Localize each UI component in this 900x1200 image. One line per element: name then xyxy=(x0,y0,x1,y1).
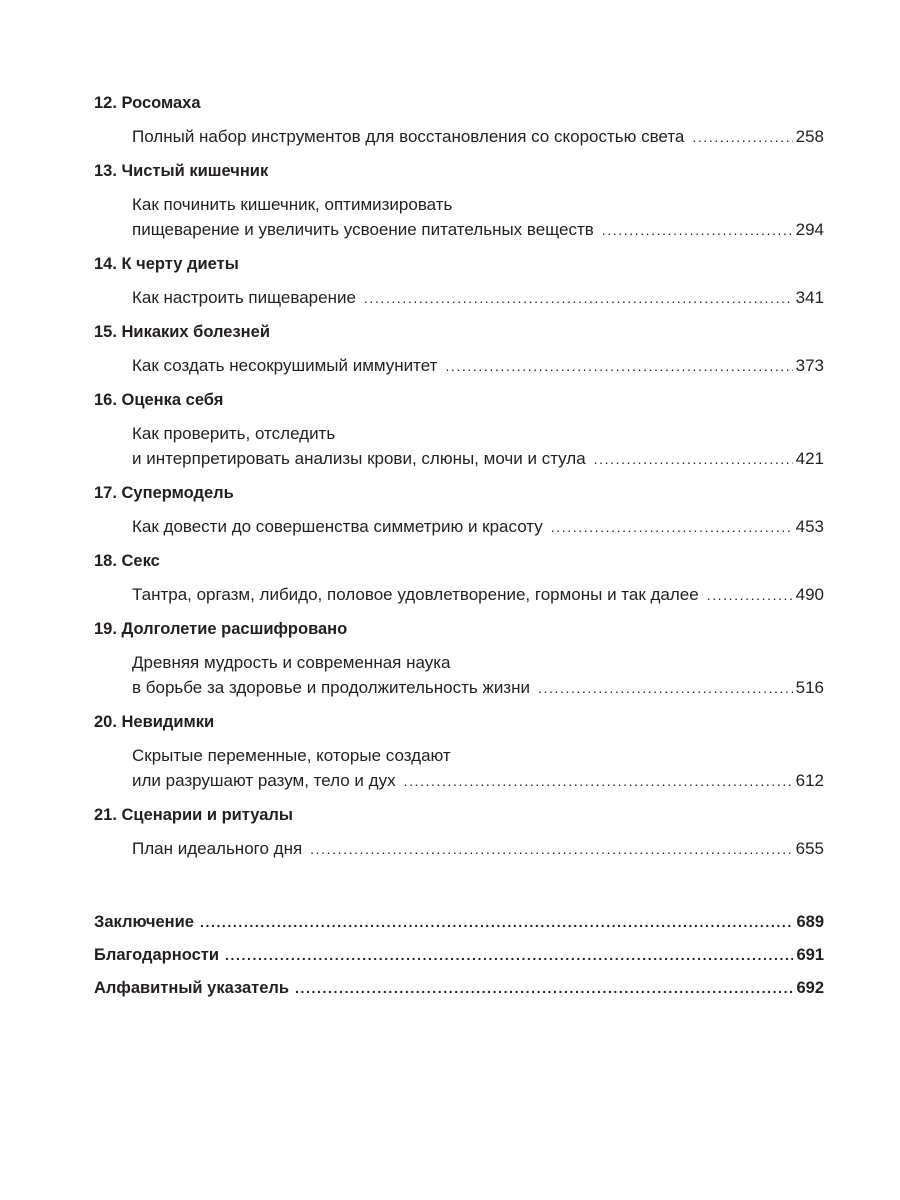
subtitle-text: Как создать несокрушимый иммунитет xyxy=(132,356,438,375)
dot-leader xyxy=(295,972,793,1005)
subtitle-line xyxy=(132,768,824,794)
chapter-subtitle xyxy=(132,192,824,243)
page-number: 691 xyxy=(796,946,824,964)
chapter-subtitle xyxy=(132,514,824,540)
chapter-18[interactable] xyxy=(94,550,824,608)
entry-title: Заключение xyxy=(94,913,194,931)
dot-leader xyxy=(404,769,793,794)
subtitle-text: Полный набор инструментов для восстановления со скоростью света xyxy=(132,127,685,146)
subtitle-line xyxy=(132,582,824,608)
subtitle-line xyxy=(132,353,824,379)
dot-leader xyxy=(692,125,792,150)
chapter-13[interactable] xyxy=(94,160,824,243)
chapter-17[interactable] xyxy=(94,482,824,540)
dot-leader xyxy=(594,447,793,472)
chapter-14[interactable] xyxy=(94,253,824,311)
page-number: 490 xyxy=(795,585,824,604)
page-number: 516 xyxy=(795,678,824,697)
subtitle-text: План идеального дня xyxy=(132,839,303,858)
chapter-20[interactable] xyxy=(94,711,824,794)
chapter-subtitle xyxy=(132,743,824,794)
chapter-subtitle xyxy=(132,836,824,862)
chapter-subtitle xyxy=(132,650,824,701)
subtitle-text: или разрушают разум, тело и дух xyxy=(132,771,396,790)
subtitle-line xyxy=(132,124,824,150)
subtitle-line xyxy=(132,285,824,311)
dot-leader xyxy=(551,515,793,540)
chapter-subtitle xyxy=(132,582,824,608)
subtitle-line xyxy=(132,192,824,217)
chapter-title: 16. Оценка себя xyxy=(94,391,224,409)
subtitle-line xyxy=(132,675,824,701)
subtitle-line xyxy=(132,514,824,540)
subtitle-text: Как починить кишечник, оптимизировать xyxy=(132,195,453,214)
table-of-contents xyxy=(94,92,824,1005)
page-number: 655 xyxy=(795,839,824,858)
subtitle-line xyxy=(132,446,824,472)
subtitle-line xyxy=(132,650,824,675)
chapter-21[interactable] xyxy=(94,804,824,862)
page-number: 453 xyxy=(795,517,824,536)
chapter-12[interactable] xyxy=(94,92,824,150)
page-number: 258 xyxy=(795,127,824,146)
subtitle-text: Древняя мудрость и современная наука xyxy=(132,653,451,672)
subtitle-text: и интерпретировать анализы крови, слюны, мочи и стула xyxy=(132,449,586,468)
entry-title: Алфавитный указатель xyxy=(94,979,290,997)
page-number: 692 xyxy=(796,979,824,997)
dot-leader xyxy=(364,286,793,311)
subtitle-text: Тантра, оргазм, либидо, половое удовлетворение, гормоны и так далее xyxy=(132,585,699,604)
chapter-15[interactable] xyxy=(94,321,824,379)
chapter-subtitle xyxy=(132,421,824,472)
dot-leader xyxy=(538,676,793,701)
chapter-title: 12. Росомаха xyxy=(94,94,201,112)
dot-leader xyxy=(310,837,792,862)
subtitle-text: в борьбе за здоровье и продолжительность жизни xyxy=(132,678,530,697)
chapter-title: 17. Супермодель xyxy=(94,484,234,502)
subtitle-line xyxy=(132,836,824,862)
chapter-title: 19. Долголетие расшифровано xyxy=(94,620,348,638)
chapter-16[interactable] xyxy=(94,389,824,472)
subtitle-text: Как довести до совершенства симметрию и красоту xyxy=(132,517,543,536)
subtitle-text: пищеварение и увеличить усвоение питательных веществ xyxy=(132,220,594,239)
toc-entry-index[interactable] xyxy=(94,972,824,1005)
page-number: 341 xyxy=(795,288,824,307)
dot-leader xyxy=(200,906,794,939)
end-matter xyxy=(94,906,824,1005)
dot-leader xyxy=(602,218,793,243)
dot-leader xyxy=(225,939,793,972)
subtitle-line xyxy=(132,743,824,768)
chapter-subtitle xyxy=(132,353,824,379)
dot-leader xyxy=(707,583,793,608)
chapter-19[interactable] xyxy=(94,618,824,701)
page-number: 689 xyxy=(796,913,824,931)
page-number: 421 xyxy=(795,449,824,468)
toc-entry-conclusion[interactable] xyxy=(94,906,824,939)
page-number: 373 xyxy=(795,356,824,375)
subtitle-line xyxy=(132,217,824,243)
chapter-subtitle xyxy=(132,285,824,311)
chapter-title: 13. Чистый кишечник xyxy=(94,162,269,180)
subtitle-text: Как настроить пищеварение xyxy=(132,288,356,307)
toc-entry-acknowledgements[interactable] xyxy=(94,939,824,972)
chapter-title: 21. Сценарии и ритуалы xyxy=(94,806,293,824)
subtitle-line xyxy=(132,421,824,446)
chapter-title: 14. К черту диеты xyxy=(94,255,239,273)
page-number: 612 xyxy=(795,771,824,790)
chapter-subtitle xyxy=(132,124,824,150)
chapter-title: 20. Невидимки xyxy=(94,713,215,731)
chapter-title: 15. Никаких болезней xyxy=(94,323,270,341)
entry-title: Благодарности xyxy=(94,946,219,964)
dot-leader xyxy=(445,354,792,379)
page-number: 294 xyxy=(795,220,824,239)
chapter-title: 18. Секс xyxy=(94,552,160,570)
subtitle-text: Как проверить, отследить xyxy=(132,424,336,443)
subtitle-text: Скрытые переменные, которые создают xyxy=(132,746,451,765)
